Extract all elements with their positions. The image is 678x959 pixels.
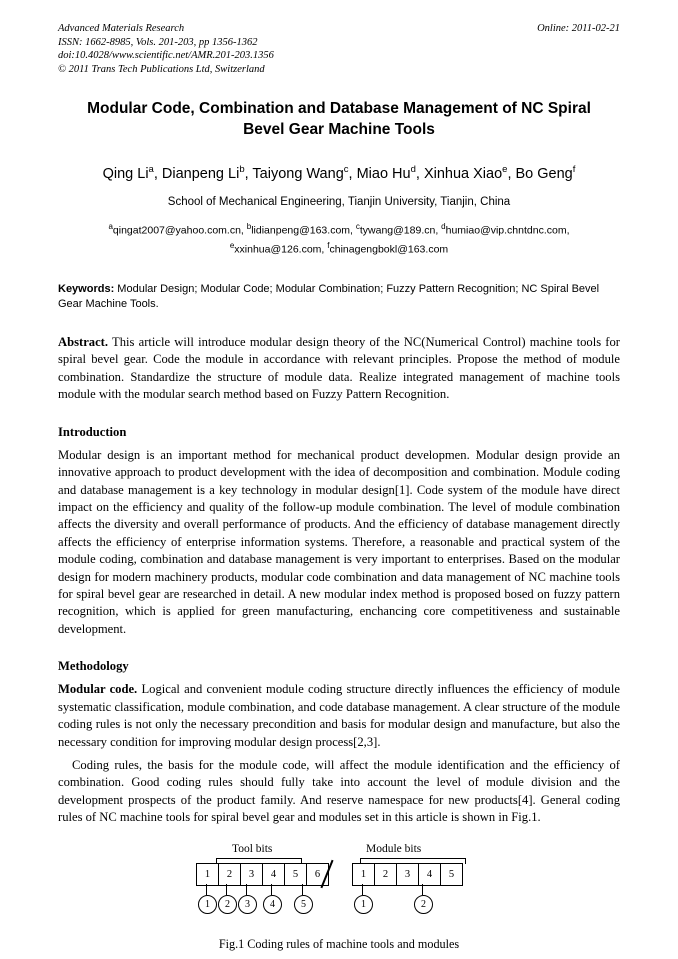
email-2: lidianpeng@163.com,: [251, 224, 353, 237]
introduction-paragraph: Modular design is an important method for mechanical product developmen. Modular design provide an innovative approach to product development with the idea of decomposition and combination. Module coding and database management is a key technology in modular design[1]. Code system of the module have direct impact on the efficiency and quality of the follow-up module combination. The level of module combination affects the diversity and overall performance of products. And the efficiency of database management directly affects the efficiency of enterprise information systems. Therefore, a reasonable and practical system of the module coding, combination and database management is very important to enterprises. Based on the modular design for modern machinery products, modular code combination and data management of NC machine tools for spiral bevel gear are researched in detail. A new modular index method is proposed bosed on fuzzy pattern recognition, which is applied for green manufacturing, enchancing core competitiveness and sustainable development.: [58, 447, 620, 636]
journal-copyright: © 2011 Trans Tech Publications Ltd, Switzerland: [58, 63, 265, 75]
author-2-sup: b: [239, 164, 245, 175]
tool-cell: 3: [240, 863, 263, 886]
tool-circle: 4: [263, 895, 282, 914]
modular-code-text-1: Logical and convenient module coding structure directly influences the efficiency of module systematic classification, module combination, and code database management. A clear structure of the module coding rules is not only the necessary precondition and basis for modular design and manufacture, but also the necessary condition for improving modular design process[2,3].: [58, 682, 620, 749]
tool-cell: 2: [218, 863, 241, 886]
tool-circle: 5: [294, 895, 313, 914]
abstract-block: [58, 334, 620, 404]
module-cell: 4: [418, 863, 441, 886]
connector-line: [271, 884, 272, 895]
author-1: Qing Li$^a$,: [102, 164, 162, 182]
connector-line: [422, 884, 423, 895]
keywords-text: Modular Design; Modular Code; Modular Combination; Fuzzy Pattern Recognition; NC Spiral Bevel Gear Machine Tools.: [58, 282, 600, 310]
tool-circle: 1: [198, 895, 217, 914]
author-4-sup: d: [410, 164, 416, 175]
email-5: xxinhua@126.com,: [234, 243, 325, 256]
author-3: Taiyong Wang$^c$,: [252, 164, 357, 182]
section-heading-introduction: Introduction: [58, 424, 127, 439]
author-5-sup: e: [502, 164, 508, 175]
connector-line: [206, 884, 207, 895]
email-4-sup: d: [441, 221, 446, 231]
author-5: Xinhua Xiao$^e$,: [423, 164, 516, 182]
connector-line: [226, 884, 227, 895]
online-date: Online: 2011-02-21: [537, 23, 620, 34]
email-2-sup: b: [246, 221, 252, 231]
module-cell: 2: [374, 863, 397, 886]
journal-doi: doi:10.4028/www.scientific.net/AMR.201-203.1356: [58, 50, 274, 61]
email-3-sup: c: [355, 221, 360, 231]
author-list: [58, 160, 620, 184]
figure-1-caption: Fig.1 Coding rules of machine tools and modules: [218, 936, 460, 951]
email-3: tywang@189.cn,: [359, 224, 439, 237]
module-circle: 2: [414, 895, 433, 914]
author-1-sup: a: [148, 164, 154, 175]
email-4: humiao@vip.chntdnc.com,: [445, 224, 570, 237]
figure-1-graphic: [174, 843, 504, 933]
author-4: Miao Hu$^d$,: [356, 164, 424, 182]
module-cell: 5: [440, 863, 463, 886]
author-6-sup: f: [572, 164, 576, 175]
email-5-sup: e: [229, 241, 235, 251]
tool-bits-row: [196, 863, 328, 886]
modular-code-paragraph-1: [58, 681, 620, 751]
modular-code-paragraph-2: Coding rules, the basis for the module code, will affect the module identification and the efficiency of combination. Good coding rules should fully take into account the level of module division and the development prospects of the product family. And reserve namespace for new products[4]. General coding rules of NC machine tools for spiral bevel gear and modules set in this article is shown in Fig.1.: [58, 757, 620, 825]
journal-issn: ISSN: 1662-8985, Vols. 201-203, pp 1356-1362: [58, 36, 258, 48]
connector-line: [246, 884, 247, 895]
abstract-label: Abstract.: [58, 334, 109, 349]
journal-header: [58, 22, 620, 76]
tool-cell: 1: [196, 863, 219, 886]
author-3-sup: c: [343, 164, 349, 175]
figure-1: [58, 842, 620, 951]
affiliation: School of Mechanical Engineering, Tianjin University, Tianjin, China: [167, 195, 511, 208]
tool-cell: 5: [284, 863, 307, 886]
module-bits-row: [352, 863, 462, 886]
author-6: Bo Geng$^f$: [515, 164, 576, 182]
tool-cell: 4: [262, 863, 285, 886]
module-cell: 1: [352, 863, 375, 886]
tool-circle: 2: [218, 895, 237, 914]
tool-cell: 6: [306, 863, 329, 886]
modular-code-lead: Modular code.: [58, 682, 138, 697]
module-circle: 1: [354, 895, 373, 914]
keywords-label: Keywords:: [58, 282, 115, 295]
email-1-sup: a: [108, 221, 113, 231]
module-bits-label: Module bits: [366, 842, 422, 855]
module-cell: 3: [396, 863, 419, 886]
tool-circle: 3: [238, 895, 257, 914]
paper-content: [58, 22, 620, 951]
journal-name: Advanced Materials Research: [58, 23, 185, 34]
email-1: qingat2007@yahoo.com.cn,: [112, 224, 244, 237]
email-list: [58, 219, 620, 258]
email-6-sup: f: [327, 241, 330, 251]
page-title: Modular Code, Combination and Database Management of NC Spiral Bevel Gear Machine Tools: [87, 100, 591, 138]
author-2: Dianpeng Li$^b$,: [161, 164, 253, 182]
tool-bits-label: Tool bits: [232, 842, 273, 855]
connector-line: [362, 884, 363, 895]
email-6: chinagengbokl@163.com: [329, 243, 449, 256]
abstract-text: This article will introduce modular design theory of the NC(Numerical Control) machine tools for spiral bevel gear. Code the module in accordance with relevant principles. Propose the method of module combination. Standardize the structure of module data. Realize integrated management of machine tools module with the modular search method based on Fuzzy Pattern Recognition.: [58, 334, 620, 402]
section-heading-methodology: Methodology: [58, 659, 129, 674]
keywords-block: [58, 282, 620, 312]
connector-line: [302, 884, 303, 895]
